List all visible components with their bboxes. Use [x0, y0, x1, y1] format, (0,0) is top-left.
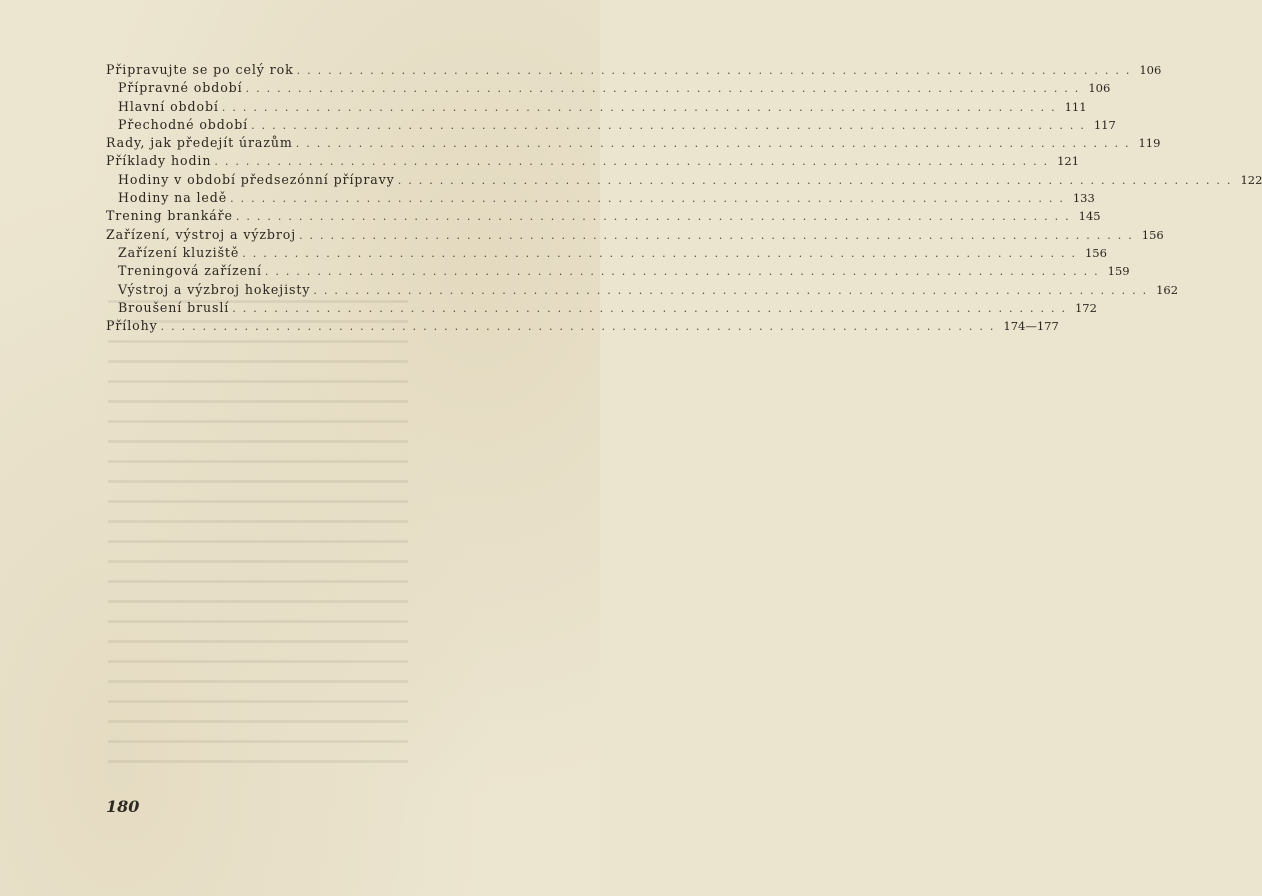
toc-dot-leader: ................................................................................ — [299, 228, 1139, 242]
toc-entry-page: 106 — [1139, 63, 1162, 77]
toc-dot-leader: ................................................................................ — [230, 192, 1070, 206]
toc-entry-page: 119 — [1138, 136, 1161, 151]
toc-dot-leader: ................................................................................ — [313, 283, 1154, 297]
toc-dot-leader: ................................................................................ — [264, 265, 1105, 279]
toc-entry-page: 117 — [1093, 117, 1116, 132]
toc-entry — [106, 80, 1111, 98]
toc-entry-title: Hodiny v období předsezónní přípravy — [118, 171, 395, 187]
toc-dot-leader: ................................................................................ — [160, 320, 1001, 334]
toc-entry-title: Přechodné období — [118, 116, 249, 132]
toc-entry — [106, 208, 1101, 226]
toc-entry-page: 174—177 — [1003, 319, 1059, 334]
toc-entry-title: Zařízení, výstroj a výzbroj — [106, 226, 297, 242]
toc-dot-leader: ................................................................................ — [232, 301, 1072, 315]
toc-dot-leader: ................................................................................ — [214, 155, 1055, 169]
toc-entry — [106, 62, 1162, 80]
toc-entry-title: Přípravné období — [118, 80, 243, 96]
toc-dot-leader: ................................................................................ — [295, 137, 1136, 151]
toc-entry-title: Výstroj a výzbroj hokejisty — [118, 281, 311, 297]
toc-entry-page: 156 — [1141, 227, 1164, 242]
toc-entry-page: 122 — [1240, 172, 1262, 187]
toc-entry-page: 172 — [1074, 300, 1097, 315]
toc-entry — [106, 190, 1095, 208]
toc-entry — [106, 171, 1262, 190]
page-number: 180 — [106, 797, 140, 816]
toc-entry — [106, 135, 1161, 153]
toc-entry-title: Příklady hodin — [106, 153, 212, 169]
toc-entry-page: 121 — [1057, 154, 1080, 169]
toc-entry-title: Broušení bruslí — [118, 299, 230, 315]
toc-entry-title: Hodiny na ledě — [118, 190, 228, 206]
toc-entry-page: 106 — [1088, 81, 1111, 96]
toc-entry-title: Zařízení kluziště — [118, 244, 240, 260]
toc-dot-leader: ................................................................................ — [245, 82, 1086, 96]
toc-entry-page: 133 — [1072, 191, 1095, 206]
toc-entry — [106, 98, 1087, 117]
toc-entry-title: Připravujte se po celý rok — [106, 62, 294, 77]
toc-entry-title: Treningová zařízení — [118, 263, 262, 279]
toc-entry — [106, 299, 1097, 318]
table-of-contents — [106, 62, 1262, 336]
toc-entry — [106, 226, 1164, 245]
toc-entry — [106, 153, 1080, 171]
toc-entry — [106, 116, 1116, 135]
toc-entry-title: Hlavní období — [118, 98, 219, 114]
toc-dot-leader: ................................................................................ — [296, 64, 1137, 77]
toc-dot-leader: ................................................................................ — [221, 100, 1062, 114]
toc-dot-leader: ................................................................................ — [397, 173, 1238, 187]
toc-entry — [106, 263, 1130, 281]
toc-dot-leader: ................................................................................ — [235, 210, 1076, 224]
toc-entry-page: 159 — [1107, 264, 1130, 279]
toc-dot-leader: ................................................................................ — [251, 118, 1091, 132]
toc-entry-page: 111 — [1064, 99, 1087, 114]
toc-entry — [106, 318, 1059, 336]
toc-entry-title: Přílohy — [106, 318, 158, 334]
toc-entry-title: Trening brankáře — [106, 208, 233, 224]
toc-entry-page: 145 — [1078, 209, 1101, 224]
toc-entry-page: 162 — [1156, 282, 1179, 297]
toc-entry-page: 156 — [1084, 245, 1107, 260]
toc-entry — [106, 281, 1179, 300]
toc-entry-title: Rady, jak předejít úrazům — [106, 135, 293, 151]
toc-entry — [106, 244, 1107, 263]
toc-dot-leader: ................................................................................ — [242, 246, 1082, 260]
